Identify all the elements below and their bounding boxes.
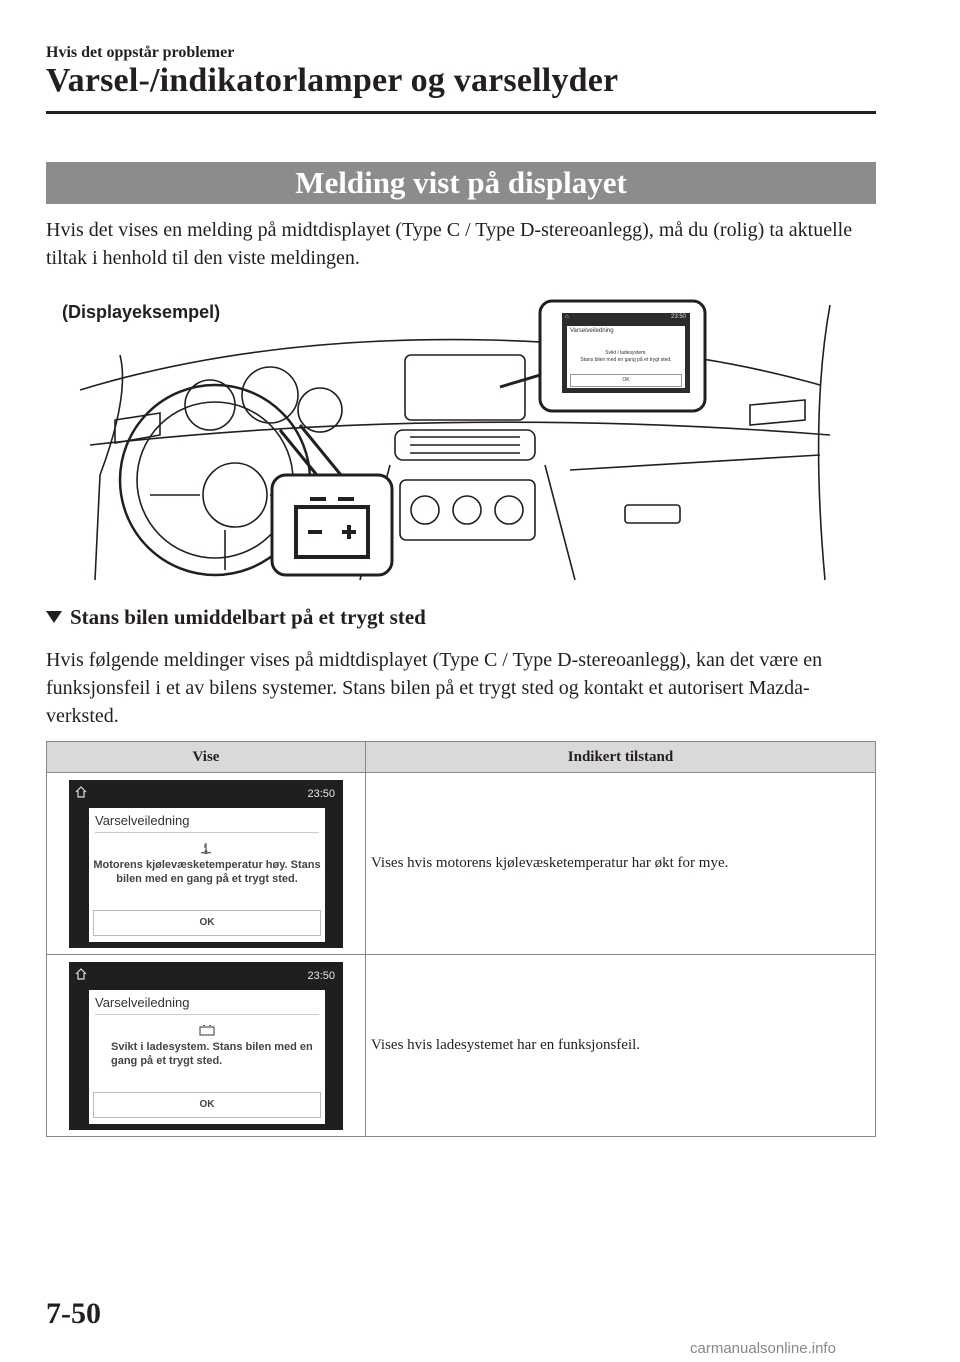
table-header-condition: Indikert tilstand: [366, 742, 876, 773]
display-screen-battery: [69, 962, 343, 1130]
illustration-label: (Displayeksempel): [62, 302, 221, 322]
ok-button: OK: [93, 910, 321, 936]
warning-panel: [89, 808, 325, 942]
mini-warning-card: [567, 326, 685, 388]
condition-text: Vises hvis motorens kjølevæsketemperatur har økt for mye.: [366, 773, 876, 955]
mini-card-message: Svikt i ladesystem. Stans bilen med en gang på et trygt sted.: [580, 350, 672, 363]
table-header-display: Vise: [47, 742, 366, 773]
clock: 23:50: [307, 787, 335, 800]
subsection-paragraph: Hvis følgende meldinger vises på midtdisplayet (Type C / Type D-stereoanlegg), kan det være en funksjonsfeil i et av bilens systemer. Stans bilen på et trygt sted og kontakt et autorisert Mazda-verksted.: [46, 649, 823, 727]
dashboard-illustration: [60, 295, 850, 585]
page-number: 7-50: [46, 1297, 101, 1330]
intro-paragraph: Hvis det vises en melding på midtdisplayet (Type C / Type D-stereoanlegg), må du (rolig) ta aktuelle tiltak i henhold til den viste meldingen.: [46, 219, 853, 269]
battery-icon: [199, 1024, 215, 1040]
mini-ok-button: OK: [570, 374, 682, 387]
display-screen-coolant: [69, 780, 343, 948]
home-icon: [75, 968, 87, 985]
banner-heading: Melding vist på displayet: [46, 162, 876, 204]
warning-title: Varselveiledning: [95, 994, 190, 1010]
warning-message: Svikt i ladesystem. Stans bilen med en gang på et trygt sted.: [111, 1040, 313, 1067]
message-table: [46, 741, 876, 1137]
clock: 23:50: [307, 969, 335, 982]
warning-title: Varselveiledning: [95, 812, 190, 828]
condition-text: Vises hvis ladesystemet har en funksjonsfeil.: [366, 955, 876, 1137]
triangle-bullet-icon: [46, 611, 62, 623]
warning-message: Motorens kjølevæsketemperatur høy. Stans bilen med en gang på et trygt sted.: [93, 858, 321, 885]
table-header-row: [47, 742, 876, 773]
title-divider: [46, 111, 876, 114]
mini-display-screen: [562, 313, 690, 393]
table-row: [47, 773, 876, 955]
mini-clock: 23:50: [670, 314, 686, 320]
chapter-title: Hvis det oppstår problemer: [46, 44, 235, 61]
home-icon: [75, 786, 87, 803]
section-title: Varsel-/indikatorlamper og varsellyder: [46, 62, 619, 99]
ok-button: OK: [93, 1092, 321, 1118]
warning-panel: [89, 990, 325, 1124]
watermark: carmanualsonline.info: [690, 1340, 836, 1357]
table-row: [47, 955, 876, 1137]
home-icon: ⌂: [565, 314, 569, 320]
subsection-heading: Stans bilen umiddelbart på et trygt sted: [46, 605, 426, 630]
mini-card-title: Varselveiledning: [570, 328, 614, 334]
